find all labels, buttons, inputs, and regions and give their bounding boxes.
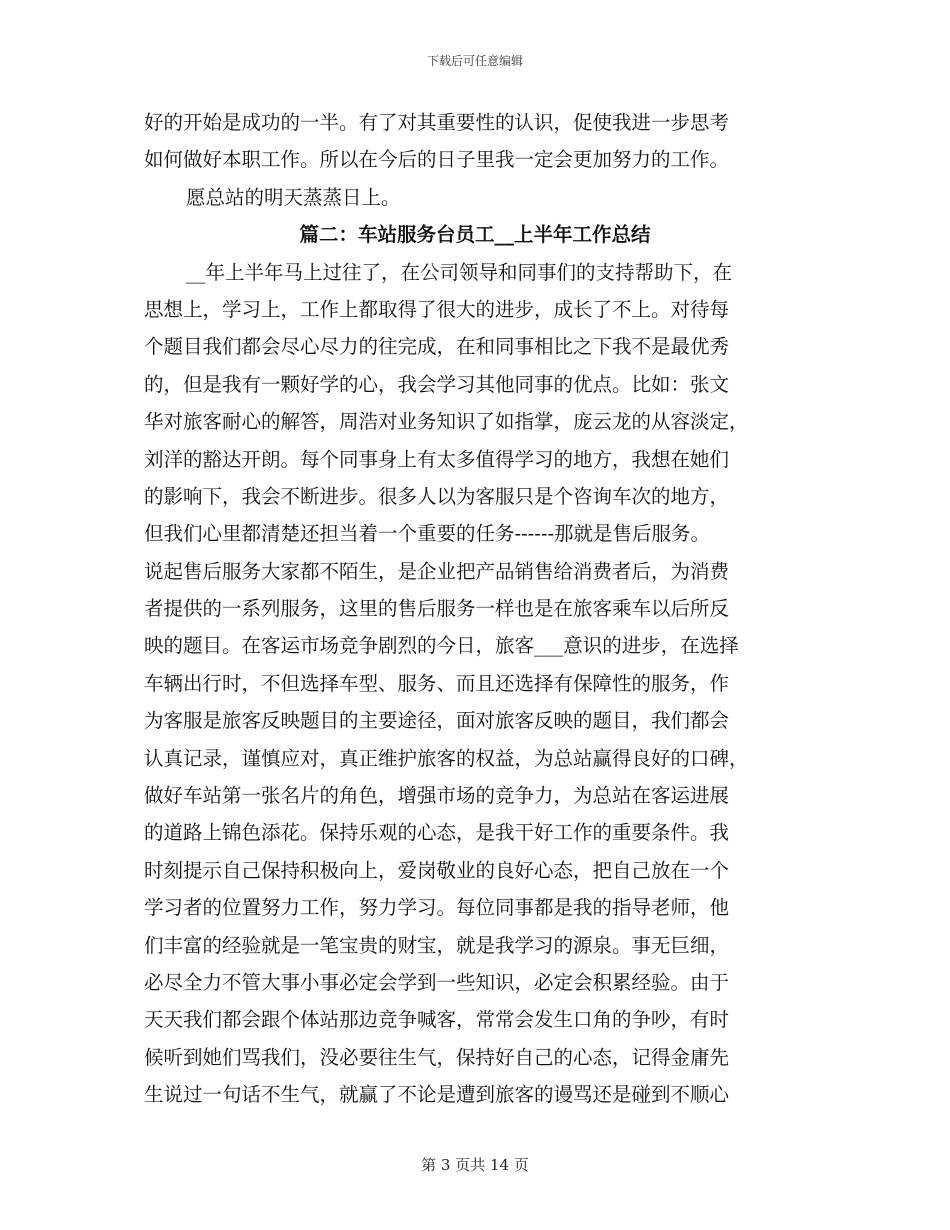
text-line: 必尽全力不管大事小事必定会学到一些知识，必定会积累经验。由于 (144, 970, 730, 994)
page-header: 下载后可任意编辑 (426, 54, 523, 68)
text-line: 刘洋的豁达开朗。每个同事身上有太多值得学习的地方，我想在她们 (144, 447, 730, 471)
document-body (144, 104, 806, 1114)
text-line: 的，但是我有一颗好学的心，我会学习其他同事的优点。比如：张文 (144, 372, 730, 396)
text-line: 愿总站的明天蒸蒸日上。 (186, 185, 401, 209)
text-line: 但我们心里都清楚还担当着一个重要的任务------那就是售后服务。 (144, 522, 711, 546)
text-line: 生说过一句话不生气，就赢了不论是遭到旅客的谩骂还是碰到不顺心 (144, 1083, 730, 1107)
text-line: 个题目我们都会尽心尽力的往完成，在和同事相比之下我不是最优秀 (144, 335, 730, 359)
text-line: 天天我们都会跟个体站那边竞争喊客，常常会发生口角的争吵，有时 (144, 1008, 730, 1032)
section-heading: 篇二：车站服务台员工__上半年工作总结 (299, 223, 651, 247)
text-line: 们丰富的经验就是一笔宝贵的财宝，就是我学习的源泉。事无巨细， (144, 933, 730, 957)
text-line: 的道路上锦色添花。保持乐观的心态，是我干好工作的重要条件。我 (144, 821, 730, 845)
text-line: __年上半年马上过往了，在公司领导和同事们的支持帮助下，在 (186, 260, 733, 284)
text-line: 说起售后服务大家都不陌生，是企业把产品销售给消费者后，为消费 (144, 559, 730, 583)
text-line: 如何做好本职工作。所以在今后的日子里我一定会更加努力的工作。 (144, 148, 730, 172)
text-line: 映的题目。在客运市场竞争剧烈的今日，旅客___意识的进步，在选择 (144, 634, 739, 658)
text-line: 好的开始是成功的一半。有了对其重要性的认识，促使我进一步思考 (144, 111, 730, 134)
page-footer: 第 3 页共 14 页 (421, 1156, 529, 1174)
text-line: 做好车站第一张名片的角色，增强市场的竞争力，为总站在客运进展 (144, 784, 730, 808)
text-line: 为客服是旅客反映题目的主要途径，面对旅客反映的题目，我们都会 (144, 709, 730, 733)
text-line: 时刻提示自己保持积极向上，爱岗敬业的良好心态，把自己放在一个 (144, 858, 730, 882)
text-line: 思想上，学习上，工作上都取得了很大的进步，成长了不上。对待每 (144, 297, 730, 321)
text-line: 车辆出行时，不但选择车型、服务、而且还选择有保障性的服务，作 (144, 671, 730, 695)
text-line: 认真记录，谨慎应对，真正维护旅客的权益，为总站赢得良好的口碑， (144, 746, 749, 770)
text-line: 学习者的位置努力工作，努力学习。每位同事都是我的指导老师，他 (144, 896, 730, 920)
text-line: 华对旅客耐心的解答，周浩对业务知识了如指掌，庞云龙的从容淡定， (144, 410, 749, 434)
text-line: 者提供的一系列服务，这里的售后服务一样也是在旅客乘车以后所反 (144, 597, 730, 621)
text-line: 候听到她们骂我们，没必要往生气，保持好自己的心态，记得金庸先 (144, 1045, 730, 1069)
text-line: 的影响下，我会不断进步。很多人以为客服只是个咨询车次的地方， (144, 484, 730, 508)
